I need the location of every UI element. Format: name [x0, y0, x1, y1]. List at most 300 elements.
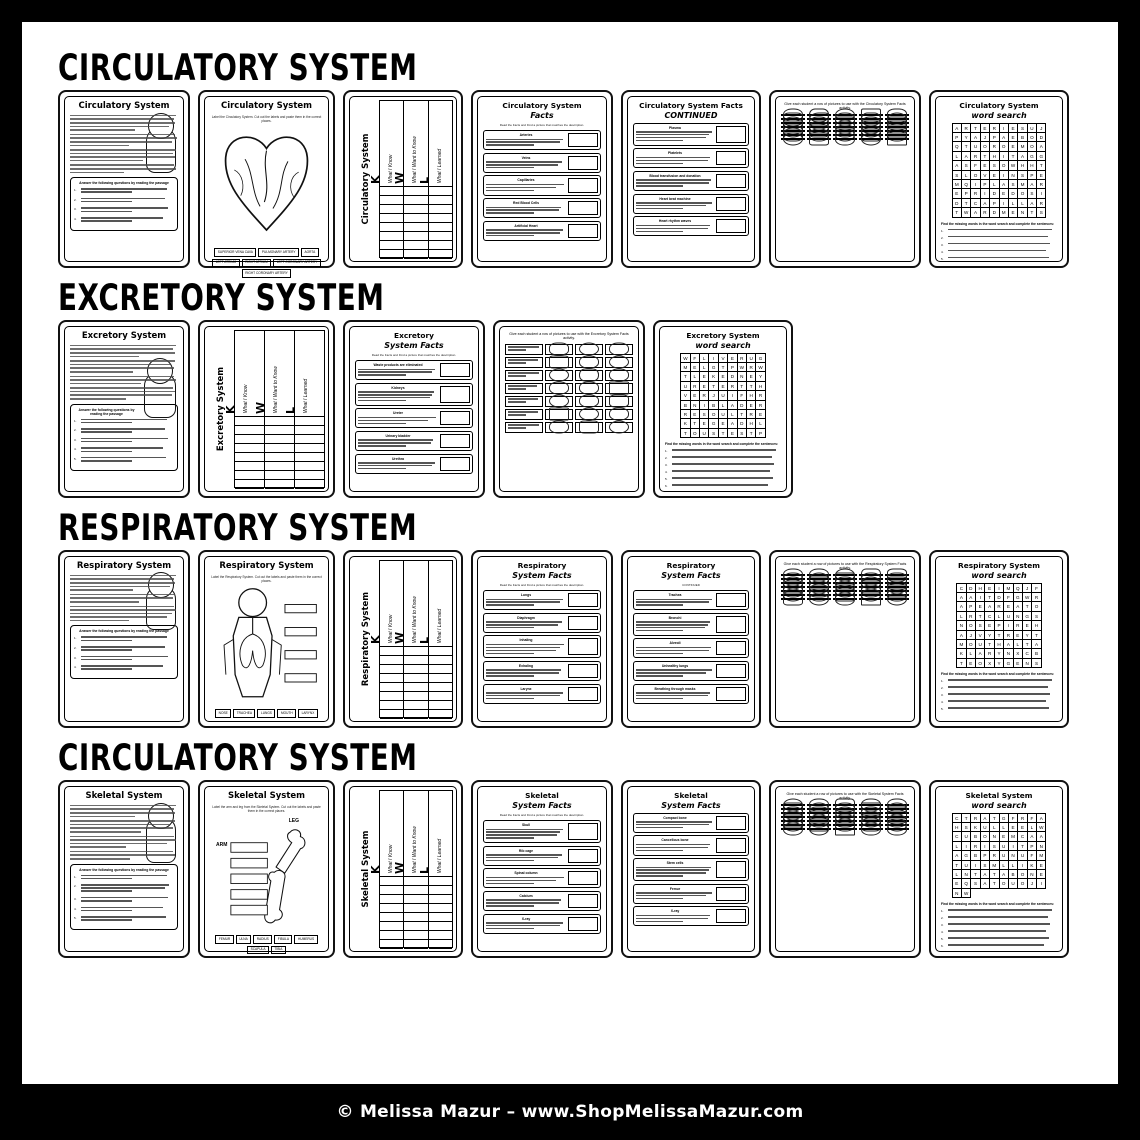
word-bank-item[interactable]: HUMERUS [294, 935, 317, 944]
word-search-cell[interactable]: E [728, 429, 737, 438]
word-bank-item[interactable]: TRACHEA [233, 709, 255, 718]
fact-picture-slot[interactable] [568, 224, 598, 238]
word-search-cell[interactable]: I [971, 861, 980, 870]
word-search-cell[interactable]: T [747, 382, 756, 391]
word-search-cell[interactable]: O [967, 640, 976, 649]
word-search-cell[interactable]: E [756, 410, 765, 419]
word-search-cell[interactable]: G [756, 354, 765, 363]
word-search-cell[interactable]: T [1018, 842, 1027, 851]
word-search-cell[interactable]: L [967, 649, 976, 658]
word-search-cell[interactable]: I [1004, 621, 1013, 630]
card-label-diagram[interactable] [198, 90, 335, 275]
word-search-cell[interactable]: E [700, 372, 709, 381]
word-search-cell[interactable]: P [1028, 842, 1037, 851]
question-item[interactable]: 4. [74, 217, 174, 223]
word-search-cell[interactable]: M [1000, 208, 1009, 217]
word-search-cell[interactable]: A [1037, 832, 1046, 841]
word-search-cell[interactable]: O [1000, 879, 1009, 888]
word-search-cell[interactable]: A [1014, 602, 1023, 611]
word-search-cell[interactable]: S [738, 429, 747, 438]
word-search-question[interactable]: 1. [665, 449, 781, 453]
fact-item[interactable] [483, 868, 601, 888]
word-search-cell[interactable]: N [962, 870, 971, 879]
word-search-cell[interactable]: M [957, 640, 966, 649]
fact-item[interactable] [483, 221, 601, 241]
word-search-cell[interactable]: W [962, 889, 971, 898]
word-search-cell[interactable]: T [1037, 161, 1046, 170]
word-search-question[interactable]: 2. [665, 456, 781, 460]
word-search-cell[interactable]: Y [995, 659, 1004, 668]
word-search-cell[interactable]: T [957, 659, 966, 668]
word-search-cell[interactable]: Q [962, 879, 971, 888]
word-search-cell[interactable]: Y [756, 372, 765, 381]
word-bank[interactable] [210, 248, 323, 278]
word-search-cell[interactable]: U [700, 429, 709, 438]
question-item[interactable]: 1. [74, 419, 174, 425]
word-search-cell[interactable]: A [962, 152, 971, 161]
question-item[interactable]: 5. [74, 457, 174, 463]
word-search-cell[interactable]: T [719, 363, 728, 372]
word-search-cell[interactable]: P [990, 199, 999, 208]
word-search-cell[interactable]: L [1000, 823, 1009, 832]
word-search-cell[interactable]: T [681, 429, 690, 438]
picture-grid[interactable] [505, 344, 633, 433]
word-search-cell[interactable]: E [719, 419, 728, 428]
fact-picture-slot[interactable] [716, 641, 746, 655]
fact-picture-slot[interactable] [716, 174, 746, 188]
word-search-cell[interactable]: L [1009, 199, 1018, 208]
word-search-cell[interactable]: R [990, 124, 999, 133]
card-facts-match[interactable] [471, 550, 613, 728]
word-search-cell[interactable]: I [1000, 124, 1009, 133]
word-search-cell[interactable]: T [990, 814, 999, 823]
fact-item[interactable] [483, 661, 601, 681]
card-cut-paste[interactable] [769, 90, 921, 268]
word-search-cell[interactable]: A [981, 870, 990, 879]
fact-picture-slot[interactable] [568, 201, 598, 215]
word-search-cell[interactable]: T [985, 593, 994, 602]
question-item[interactable]: 3. [74, 656, 174, 662]
word-search-cell[interactable]: O [1032, 602, 1041, 611]
word-search-cell[interactable]: M [953, 180, 962, 189]
word-search-question[interactable]: 4. [941, 700, 1057, 704]
word-search-grid[interactable] [956, 583, 1042, 669]
word-search-cell[interactable]: T [985, 640, 994, 649]
word-search-cell[interactable]: E [747, 401, 756, 410]
fact-picture-slot[interactable] [568, 917, 598, 931]
word-search-cell[interactable]: L [995, 612, 1004, 621]
word-search-cell[interactable]: C [985, 612, 994, 621]
word-search-cell[interactable]: L [953, 842, 962, 851]
word-search-cell[interactable]: O [1018, 870, 1027, 879]
word-search-cell[interactable]: I [1037, 189, 1046, 198]
word-search-cell[interactable]: B [1032, 649, 1041, 658]
fact-item[interactable] [633, 858, 749, 881]
picture-grid[interactable] [781, 574, 909, 600]
word-search-question[interactable]: 5. [941, 707, 1057, 711]
word-search-cell[interactable]: E [691, 363, 700, 372]
word-bank-item[interactable]: MOUTH [277, 709, 296, 718]
word-search-cell[interactable]: C [953, 832, 962, 841]
word-bank-item[interactable]: AORTA [301, 248, 319, 257]
word-search-cell[interactable]: L [1000, 861, 1009, 870]
word-search-cell[interactable]: L [1018, 199, 1027, 208]
word-search-cell[interactable]: E [1009, 124, 1018, 133]
kwl-column-learned[interactable] [417, 561, 452, 717]
word-search-cell[interactable]: M [1009, 832, 1018, 841]
word-search-cell[interactable]: R [691, 382, 700, 391]
word-search-cell[interactable]: P [990, 133, 999, 142]
fact-item[interactable] [633, 123, 749, 146]
word-search-cell[interactable]: T [738, 410, 747, 419]
question-item[interactable]: 2. [74, 428, 174, 434]
word-search-cell[interactable]: C [971, 199, 980, 208]
word-search-question[interactable]: 4. [941, 250, 1057, 254]
word-search-cell[interactable]: S [700, 410, 709, 419]
word-search-cell[interactable]: P [995, 621, 1004, 630]
fact-picture-slot[interactable] [716, 219, 746, 233]
word-bank-item[interactable]: RADIUS [253, 935, 272, 944]
word-search-cell[interactable]: R [681, 410, 690, 419]
card-reading-passage[interactable] [58, 320, 190, 498]
picture-row[interactable] [781, 828, 909, 830]
word-search-cell[interactable]: A [976, 649, 985, 658]
word-search-cell[interactable]: L [990, 823, 999, 832]
word-search-cell[interactable]: F [1028, 814, 1037, 823]
word-search-cell[interactable]: A [1037, 814, 1046, 823]
word-search-cell[interactable]: J [709, 391, 718, 400]
word-search-cell[interactable]: I [981, 189, 990, 198]
word-search-cell[interactable]: O [1018, 879, 1027, 888]
card-word-search[interactable] [929, 550, 1069, 728]
question-item[interactable]: 4. [74, 907, 174, 913]
fact-picture-slot[interactable] [568, 823, 598, 840]
card-cut-paste[interactable] [493, 320, 645, 498]
question-item[interactable]: 3. [74, 897, 174, 903]
fact-item[interactable] [633, 813, 749, 833]
word-search-cell[interactable]: W [738, 363, 747, 372]
word-search-cell[interactable]: O [1000, 161, 1009, 170]
card-reading-passage[interactable] [58, 90, 190, 268]
word-search-cell[interactable]: U [971, 142, 980, 151]
word-search-cell[interactable]: A [1004, 640, 1013, 649]
word-search-cell[interactable]: F [1028, 851, 1037, 860]
card-reading-passage[interactable] [58, 780, 190, 958]
word-search-cell[interactable]: T [681, 372, 690, 381]
picture-row[interactable] [505, 357, 633, 368]
word-search-cell[interactable]: Y [995, 649, 1004, 658]
word-search-cell[interactable]: R [967, 612, 976, 621]
word-search-cell[interactable]: R [990, 142, 999, 151]
fact-picture-slot[interactable] [716, 909, 746, 923]
word-search-cell[interactable]: T [962, 814, 971, 823]
word-search-cell[interactable]: X [1014, 649, 1023, 658]
word-search-cell[interactable]: H [976, 584, 985, 593]
card-facts-continued[interactable] [621, 550, 761, 728]
fact-picture-slot[interactable] [568, 178, 598, 192]
kwl-column-learned[interactable] [417, 791, 452, 947]
word-search-cell[interactable]: M [1018, 180, 1027, 189]
word-bank-item[interactable]: SCAPULA [247, 946, 269, 955]
word-search-cell[interactable]: A [728, 419, 737, 428]
fact-item[interactable] [633, 148, 749, 168]
word-search-cell[interactable]: T [990, 879, 999, 888]
word-search-cell[interactable]: B [681, 401, 690, 410]
question-box[interactable] [70, 864, 178, 930]
word-search-cell[interactable]: V [976, 631, 985, 640]
word-search-cell[interactable]: S [1028, 189, 1037, 198]
word-search-cell[interactable]: O [1028, 133, 1037, 142]
question-item[interactable]: 4. [74, 665, 174, 671]
word-search-cell[interactable]: C [953, 814, 962, 823]
word-search-cell[interactable]: E [1009, 208, 1018, 217]
word-search-cell[interactable]: C [957, 584, 966, 593]
word-search-cell[interactable]: S [709, 429, 718, 438]
word-search-cell[interactable]: H [747, 419, 756, 428]
word-search-cell[interactable]: J [1028, 879, 1037, 888]
word-search-cell[interactable]: T [971, 124, 980, 133]
word-search-cell[interactable]: D [738, 419, 747, 428]
word-search-cell[interactable]: U [1028, 124, 1037, 133]
fact-item[interactable] [483, 130, 601, 150]
word-search-cell[interactable]: F [971, 161, 980, 170]
word-search-cell[interactable]: A [1000, 133, 1009, 142]
word-search-cell[interactable]: A [1028, 832, 1037, 841]
fact-picture-slot[interactable] [716, 664, 746, 678]
fact-picture-slot[interactable] [716, 887, 746, 901]
word-search-cell[interactable]: L [953, 152, 962, 161]
question-item[interactable]: 1. [74, 875, 174, 881]
word-search-cell[interactable]: E [719, 382, 728, 391]
word-search-cell[interactable]: S [962, 823, 971, 832]
word-search-cell[interactable]: H [747, 391, 756, 400]
word-search-cell[interactable]: D [1037, 133, 1046, 142]
kwl-column-learned[interactable] [284, 331, 324, 487]
word-search-cell[interactable]: I [1018, 861, 1027, 870]
card-kwl-chart[interactable] [343, 550, 463, 728]
word-bank[interactable] [210, 709, 323, 718]
fact-picture-slot[interactable] [568, 849, 598, 863]
picture-row[interactable] [505, 344, 633, 355]
word-search-cell[interactable]: G [709, 363, 718, 372]
word-search-cell[interactable]: G [709, 419, 718, 428]
fact-item[interactable] [483, 198, 601, 218]
word-search-cell[interactable]: S [971, 879, 980, 888]
word-search-cell[interactable]: S [953, 171, 962, 180]
word-search-cell[interactable]: A [981, 814, 990, 823]
word-search-cell[interactable]: U [962, 861, 971, 870]
fact-picture-slot[interactable] [568, 871, 598, 885]
word-search-cell[interactable]: N [1014, 612, 1023, 621]
fact-item[interactable] [483, 820, 601, 843]
picture-row[interactable] [505, 422, 633, 433]
picture-grid[interactable] [781, 804, 909, 830]
word-search-cell[interactable]: S [962, 161, 971, 170]
word-search-cell[interactable]: M [1037, 851, 1046, 860]
word-search-cell[interactable]: P [728, 363, 737, 372]
word-search-cell[interactable]: T [990, 870, 999, 879]
word-search-question[interactable]: 5. [941, 257, 1057, 261]
word-bank-item[interactable]: RIGHT CORONARY ARTERY [242, 269, 292, 278]
word-search-cell[interactable]: I [995, 584, 1004, 593]
word-search-cell[interactable]: Q [953, 142, 962, 151]
word-search-cell[interactable]: E [1023, 621, 1032, 630]
word-search-cell[interactable]: O [1028, 142, 1037, 151]
fact-picture-slot[interactable] [568, 593, 598, 607]
word-search-cell[interactable]: J [1023, 584, 1032, 593]
word-search-cell[interactable]: G [1023, 612, 1032, 621]
word-search-cell[interactable]: I [1009, 842, 1018, 851]
word-search-cell[interactable]: A [1000, 870, 1009, 879]
word-search-cell[interactable]: E [990, 171, 999, 180]
word-search-cell[interactable]: A [981, 879, 990, 888]
word-search-cell[interactable]: L [1028, 823, 1037, 832]
fact-picture-slot[interactable] [716, 197, 746, 211]
word-search-cell[interactable]: W [756, 363, 765, 372]
question-item[interactable]: 2. [74, 884, 174, 893]
word-search-cell[interactable]: B [1018, 133, 1027, 142]
question-item[interactable]: 1. [74, 188, 174, 194]
word-search-cell[interactable]: L [700, 354, 709, 363]
word-search-cell[interactable]: P [756, 429, 765, 438]
word-search-cell[interactable]: O [981, 142, 990, 151]
word-search-cell[interactable]: G [1028, 152, 1037, 161]
question-item[interactable]: 1. [74, 636, 174, 642]
word-search-cell[interactable]: D [990, 189, 999, 198]
word-bank-item[interactable]: LUNGS [257, 709, 275, 718]
word-search-cell[interactable]: E [1014, 631, 1023, 640]
question-item[interactable]: 2. [74, 198, 174, 204]
word-search-cell[interactable]: E [728, 354, 737, 363]
word-search-cell[interactable]: E [719, 372, 728, 381]
word-search-cell[interactable]: I [709, 354, 718, 363]
word-search-cell[interactable]: B [709, 401, 718, 410]
word-search-cell[interactable]: L [953, 870, 962, 879]
word-search-cell[interactable]: T [962, 142, 971, 151]
fact-picture-slot[interactable] [568, 687, 598, 701]
word-search-cell[interactable]: E [1009, 133, 1018, 142]
fact-item[interactable] [633, 906, 749, 926]
word-bank-item[interactable]: SUPERIOR VENA CAVA [214, 248, 256, 257]
word-search-cell[interactable]: H [1018, 161, 1027, 170]
word-search-cell[interactable]: T [953, 861, 962, 870]
word-search-cell[interactable]: A [1037, 142, 1046, 151]
word-search-cell[interactable]: O [967, 621, 976, 630]
word-search-cell[interactable]: K [1028, 861, 1037, 870]
fact-item[interactable] [483, 153, 601, 173]
word-search-cell[interactable]: J [1037, 124, 1046, 133]
word-search-cell[interactable]: I [981, 842, 990, 851]
word-search-cell[interactable]: R [700, 391, 709, 400]
fact-picture-slot[interactable] [440, 386, 470, 403]
fact-picture-slot[interactable] [716, 151, 746, 165]
question-item[interactable]: 3. [74, 207, 174, 213]
question-box[interactable] [70, 625, 178, 678]
word-search-cell[interactable]: R [747, 410, 756, 419]
word-search-cell[interactable]: E [747, 372, 756, 381]
word-search-question[interactable]: 4. [941, 930, 1057, 934]
fact-item[interactable] [483, 635, 601, 658]
word-search-cell[interactable]: U [747, 354, 756, 363]
word-search-cell[interactable]: N [1018, 208, 1027, 217]
word-search-cell[interactable]: R [1004, 631, 1013, 640]
fact-item[interactable] [483, 684, 601, 704]
word-search-cell[interactable]: S [1018, 171, 1027, 180]
word-search-question[interactable]: 1. [941, 679, 1057, 683]
word-search-cell[interactable]: L [700, 363, 709, 372]
word-search-cell[interactable]: T [962, 199, 971, 208]
word-search-cell[interactable]: T [747, 429, 756, 438]
picture-row[interactable] [505, 370, 633, 381]
word-search-cell[interactable]: P [981, 851, 990, 860]
fact-item[interactable] [633, 884, 749, 904]
word-search-cell[interactable]: W [1023, 593, 1032, 602]
fact-picture-slot[interactable] [440, 411, 470, 425]
fact-picture-slot[interactable] [440, 434, 470, 448]
word-search-cell[interactable]: E [1004, 602, 1013, 611]
word-search-cell[interactable]: T [738, 382, 747, 391]
word-search-cell[interactable]: O [976, 659, 985, 668]
word-search-cell[interactable]: U [1000, 851, 1009, 860]
word-search-cell[interactable]: F [738, 391, 747, 400]
fact-item[interactable] [633, 171, 749, 191]
card-facts-match[interactable] [471, 780, 613, 958]
word-search-cell[interactable]: T [971, 870, 980, 879]
word-search-cell[interactable]: G [962, 851, 971, 860]
word-search-cell[interactable]: A [971, 208, 980, 217]
word-search-cell[interactable]: Y [985, 631, 994, 640]
word-search-cell[interactable]: E [985, 621, 994, 630]
word-search-cell[interactable]: I [728, 391, 737, 400]
word-search-cell[interactable]: N [691, 401, 700, 410]
word-search-cell[interactable]: R [1032, 593, 1041, 602]
word-search-cell[interactable]: S [1018, 124, 1027, 133]
word-search-cell[interactable]: L [691, 372, 700, 381]
word-search-cell[interactable]: A [981, 199, 990, 208]
word-search-cell[interactable]: Q [1014, 584, 1023, 593]
word-search-cell[interactable]: D [967, 584, 976, 593]
word-search-cell[interactable]: E [985, 584, 994, 593]
word-search-question[interactable]: 6. [665, 484, 781, 488]
picture-grid[interactable] [781, 114, 909, 140]
word-search-cell[interactable]: E [981, 161, 990, 170]
word-search-cell[interactable]: A [957, 631, 966, 640]
word-search-cell[interactable]: S [1037, 208, 1046, 217]
word-search-cell[interactable]: W [962, 208, 971, 217]
word-search-cell[interactable]: E [981, 124, 990, 133]
word-search-cell[interactable]: E [1000, 832, 1009, 841]
word-search-cell[interactable]: T [976, 612, 985, 621]
fact-picture-slot[interactable] [440, 363, 470, 377]
card-reading-passage[interactable] [58, 550, 190, 728]
fact-item[interactable] [633, 835, 749, 855]
word-search-cell[interactable]: U [1000, 842, 1009, 851]
word-search-cell[interactable]: A [971, 133, 980, 142]
word-search-cell[interactable]: T [1009, 152, 1018, 161]
word-search-cell[interactable]: K [709, 372, 718, 381]
word-search-cell[interactable]: R [971, 814, 980, 823]
word-search-cell[interactable]: K [681, 419, 690, 428]
fact-item[interactable] [633, 638, 749, 658]
word-search-cell[interactable]: A [1018, 152, 1027, 161]
word-search-grid[interactable] [952, 813, 1047, 899]
word-search-cell[interactable]: E [700, 419, 709, 428]
word-search-cell[interactable]: A [728, 401, 737, 410]
word-search-cell[interactable]: R [985, 649, 994, 658]
word-search-cell[interactable]: O [1018, 189, 1027, 198]
word-search-cell[interactable]: E [967, 659, 976, 668]
word-search-question[interactable]: 4. [665, 470, 781, 474]
